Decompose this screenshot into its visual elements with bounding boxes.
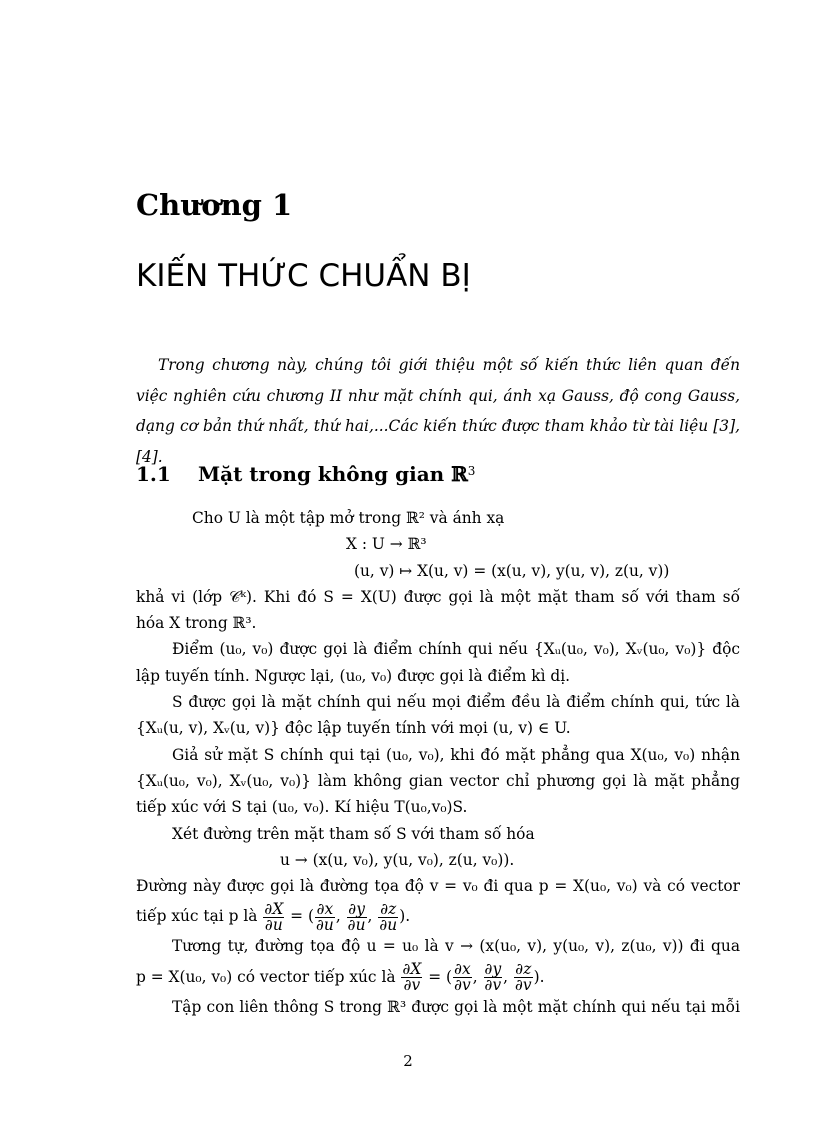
body-line: Cho U là một tập mở trong ℝ² và ánh xạ [192, 509, 505, 527]
tangent-u-line: tiếp xúc tại p là $\frac{\partial X}{\partial u}$ = ( $\frac{\partial x}{\partial u}$ , $\frac{\partial y}{\partial u}$ , $\frac{\partial z}{\partial u}$ ). [136, 899, 411, 934]
body-line: Giả sử mặt S chính qui tại (u₀, v₀), khi đó mặt phẳng qua X(u₀, v₀) nhận [172, 745, 740, 764]
body-text: p = X(u₀, v₀) có vector tiếp xúc là [136, 967, 396, 986]
fraction-dX-dv: $\frac{\partial X}{\partial v}$ [402, 960, 422, 995]
body-line: {Xᵤ(u₀, v₀), Xᵥ(u₀, v₀)} làm không gian vector chỉ phương gọi là mặt phẳng [136, 771, 740, 790]
body-line: Đường này được gọi là đường tọa độ v = v₀ đi qua p = X(u₀, v₀) và có vector [136, 877, 740, 896]
body-line: hóa X trong ℝ³. [136, 614, 257, 633]
fraction-dX-du: $\frac{\partial X}{\partial u}$ [264, 899, 284, 934]
tangent-v-line: p = X(u₀, v₀) có vector tiếp xúc là $\frac{\partial X}{\partial v}$ = ( $\frac{\partial x}{\partial v}$ , $\frac{\partial y}{\partial v}$ , $\frac{\partial z}{\partial v}$ ). [136, 960, 545, 995]
body-line: khả vi (lớp 𝒞ᵏ). Khi đó S = X(U) được gọi là một mặt tham số với tham số [136, 587, 740, 606]
fraction-dz-du: $\frac{\partial z}{\partial u}$ [379, 899, 398, 934]
chapter-abstract [136, 350, 740, 472]
section-number: 1.1 [136, 462, 171, 486]
body-text: tiếp xúc tại p là [136, 907, 258, 926]
fraction-dx-dv: $\frac{\partial x}{\partial v}$ [454, 960, 471, 995]
body-line: Xét đường trên mặt tham số S với tham số hóa [172, 824, 535, 843]
section-heading [136, 462, 475, 486]
fraction-dx-du: $\frac{\partial x}{\partial u}$ [315, 899, 334, 934]
body-line: Tương tự, đường tọa độ u = u₀ là v → (x(u₀, v), y(u₀, v), z(u₀, v)) đi qua [172, 937, 740, 956]
fraction-dy-du: $\frac{\partial y}{\partial u}$ [347, 899, 366, 934]
section-title-exponent: 3 [467, 464, 476, 478]
section-title: Mặt trong không gian ℝ [198, 462, 468, 486]
chapter-number: Chương 1 [136, 188, 293, 222]
body-line: Điểm (u₀, v₀) được gọi là điểm chính qui nếu {Xᵤ(u₀, v₀), Xᵥ(u₀, v₀)} độc [172, 640, 740, 659]
body-line: tiếp xúc với S tại (u₀, v₀). Kí hiệu T(u₀,v₀)S. [136, 798, 468, 817]
chapter-title: KIẾN THỨC CHUẨN BỊ [136, 258, 471, 294]
page-number: 2 [403, 1052, 413, 1070]
body-line: Tập con liên thông S trong ℝ³ được gọi là một mặt chính qui nếu tại mỗi [172, 997, 740, 1016]
curve-formula: u → (x(u, v₀), y(u, v₀), z(u, v₀)). [280, 850, 515, 869]
body-line: S được gọi là mặt chính qui nếu mọi điểm đều là điểm chính qui, tức là [172, 693, 740, 712]
body-line: lập tuyến tính. Ngược lại, (u₀, v₀) được gọi là điểm kì dị. [136, 666, 571, 685]
body-line: {Xᵤ(u, v), Xᵥ(u, v)} độc lập tuyến tính với mọi (u, v) ∈ U. [136, 719, 571, 738]
section-body [136, 505, 740, 1020]
map-formula: (u, v) ↦ X(u, v) = (x(u, v), y(u, v), z(u, v)) [354, 561, 670, 580]
fraction-dz-dv: $\frac{\partial z}{\partial v}$ [514, 960, 532, 995]
map-definition: X : U → ℝ³ [346, 535, 427, 554]
fraction-dy-dv: $\frac{\partial y}{\partial v}$ [484, 960, 502, 995]
abstract-text: Trong chương này, chúng tôi giới thiệu một số kiến thức liên quan đến việc nghiên cứu chương II như mặt chính qui, ánh xạ Gauss, độ cong Gauss, dạng cơ bản thứ nhất, thứ hai,...Các kiến thức được tham khảo từ tài liệu [3], [4]. [136, 356, 740, 466]
